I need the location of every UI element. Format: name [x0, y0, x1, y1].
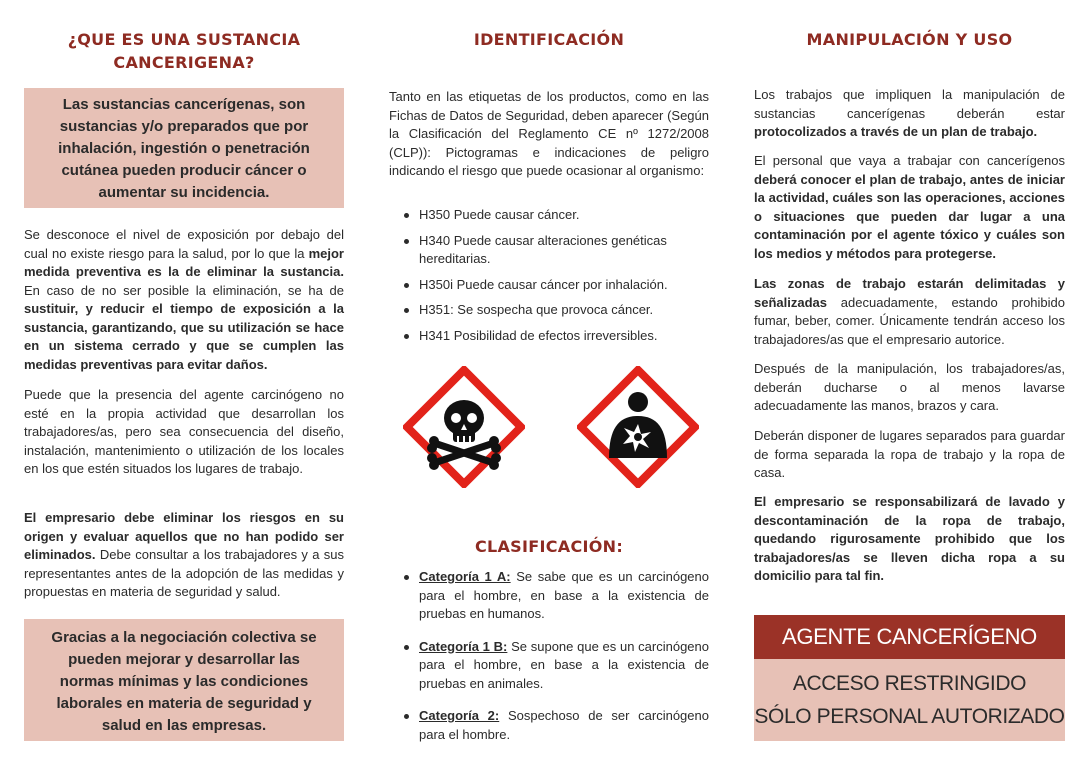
heading-identificacion: IDENTIFICACIÓN: [473, 30, 625, 49]
definition-box: Las sustancias cancerígenas, son sustancias y/o preparados que por inhalación, ingestión o penetración cutánea pueden producir cáncer o aumentar su incidencia.: [24, 88, 344, 208]
banner-line-2: SÓLO PERSONAL AUTORIZADO: [754, 705, 1065, 728]
list-item: H340 Puede causar alteraciones genéticas hereditarias.: [389, 232, 709, 269]
list-item: H341 Posibilidad de efectos irreversibles.: [389, 327, 709, 346]
paragraph-presence: Puede que la presencia del agente carcinógeno no esté en la propia actividad que desarrollan los trabajadores/as, pero sea consecuencia del diseño, instalación, mantenimiento o utilización de los locales en los que estén situados los lugares de trabajo.: [24, 387, 344, 476]
paragraph-identification: Tanto en las etiquetas de los productos, como en las Fichas de Datos de Seguridad, deben aparecer (Según la Clasificación del Reglamento CE nº 1272/2008 (CLP)): Pictogramas e indicaciones de peligro indicando el riesgo que puede ocasionar al organismo:: [389, 89, 709, 178]
paragraph-personnel: El personal que vaya a trabajar con cancerígenos deberá conocer el plan de trabajo, antes de iniciar la actividad, cuáles son las operaciones, acciones o situaciones que pueden dar lugar a una contaminación por el agente tóxico y cuáles son los medios y métodos para protegerse.: [754, 153, 1065, 261]
heading-clasificacion: CLASIFICACIÓN:: [474, 537, 624, 556]
heading-manipulacion: MANIPULACIÓN Y USO: [806, 30, 1013, 49]
column-sustancia: [24, 0, 344, 768]
banner-title: AGENTE CANCERÍGENO: [754, 615, 1065, 659]
column-identificacion: [389, 0, 709, 768]
list-item: Categoría 1 B: Se supone que es un carcinógeno para el hombre, en base a la existencia de pruebas en animales.: [389, 638, 709, 694]
list-item: Categoría 2: Sospechoso de ser carcinógeno para el hombre.: [389, 707, 709, 744]
column-manipulacion: [754, 0, 1065, 768]
skull-crossbones-icon: [403, 366, 525, 488]
heading-que-es: ¿QUE ES UNA SUSTANCIA CANCERIGENA?: [67, 30, 301, 72]
restricted-access-banner: [754, 615, 1065, 741]
list-item: Categoría 1 A: Se sabe que es un carcinógeno para el hombre, en base a la existencia de pruebas en humanos.: [389, 568, 709, 624]
negotiation-box: Gracias a la negociación colectiva se pueden mejorar y desarrollar las normas mínimas y las condiciones laborales en materia de seguridad y salud en las empresas.: [24, 619, 344, 741]
classification-list: [389, 568, 709, 744]
paragraph-employer: El empresario debe eliminar los riesgos en su origen y evaluar aquellos que no han podido ser eliminados. Debe consultar a los trabajadores y a sus representantes antes de la adopción de las medidas y propuestas en materia de seguridad y salud.: [24, 510, 344, 599]
paragraph-exposure: Se desconoce el nivel de exposición por debajo del cual no existe riesgo para la salud, por lo que la mejor medida preventiva es la de eliminar la sustancia. En caso de no ser posible la eliminación, se ha de sustituir, y reducir el tiempo de exposición a la sustancia, garantizando, que su utilización se hace en un sistema cerrado y que se cumplen las medidas preventivas para evitar daños.: [24, 227, 344, 372]
list-item: H350i Puede causar cáncer por inhalación.: [389, 276, 709, 295]
paragraph-after-handling: Después de la manipulación, los trabajadores/as, deberán ducharse o al menos lavarse adecuadamente las manos, brazos y cara.: [754, 361, 1065, 413]
list-item: H350 Puede causar cáncer.: [389, 206, 709, 225]
banner-line-1: ACCESO RESTRINGIDO: [792, 672, 1027, 695]
list-item: H351: Se sospecha que provoca cáncer.: [389, 301, 709, 320]
paragraph-clothes-storage: Deberán disponer de lugares separados para guardar de forma separada la ropa de trabajo y la ropa de casa.: [754, 428, 1065, 480]
paragraph-laundry: El empresario se responsabilizará de lavado y descontaminación de la ropa de trabajo, quedando rigurosamente prohibido que los trabajadores/as se lleven dicha ropa a su domicilio para tal fin.: [754, 494, 1065, 583]
banner-body: [754, 659, 1065, 741]
hazard-statements-list: [389, 206, 709, 352]
paragraph-protocol: Los trabajos que impliquen la manipulación de sustancias cancerígenas deberán estar protocolizados a través de un plan de trabajo.: [754, 87, 1065, 139]
health-hazard-icon: [577, 366, 699, 488]
paragraph-zones: Las zonas de trabajo estarán delimitadas y señalizadas adecuadamente, estando prohibido fumar, beber, comer. Únicamente tendrán acceso los trabajadores/as que el empresario autorice.: [754, 276, 1065, 347]
